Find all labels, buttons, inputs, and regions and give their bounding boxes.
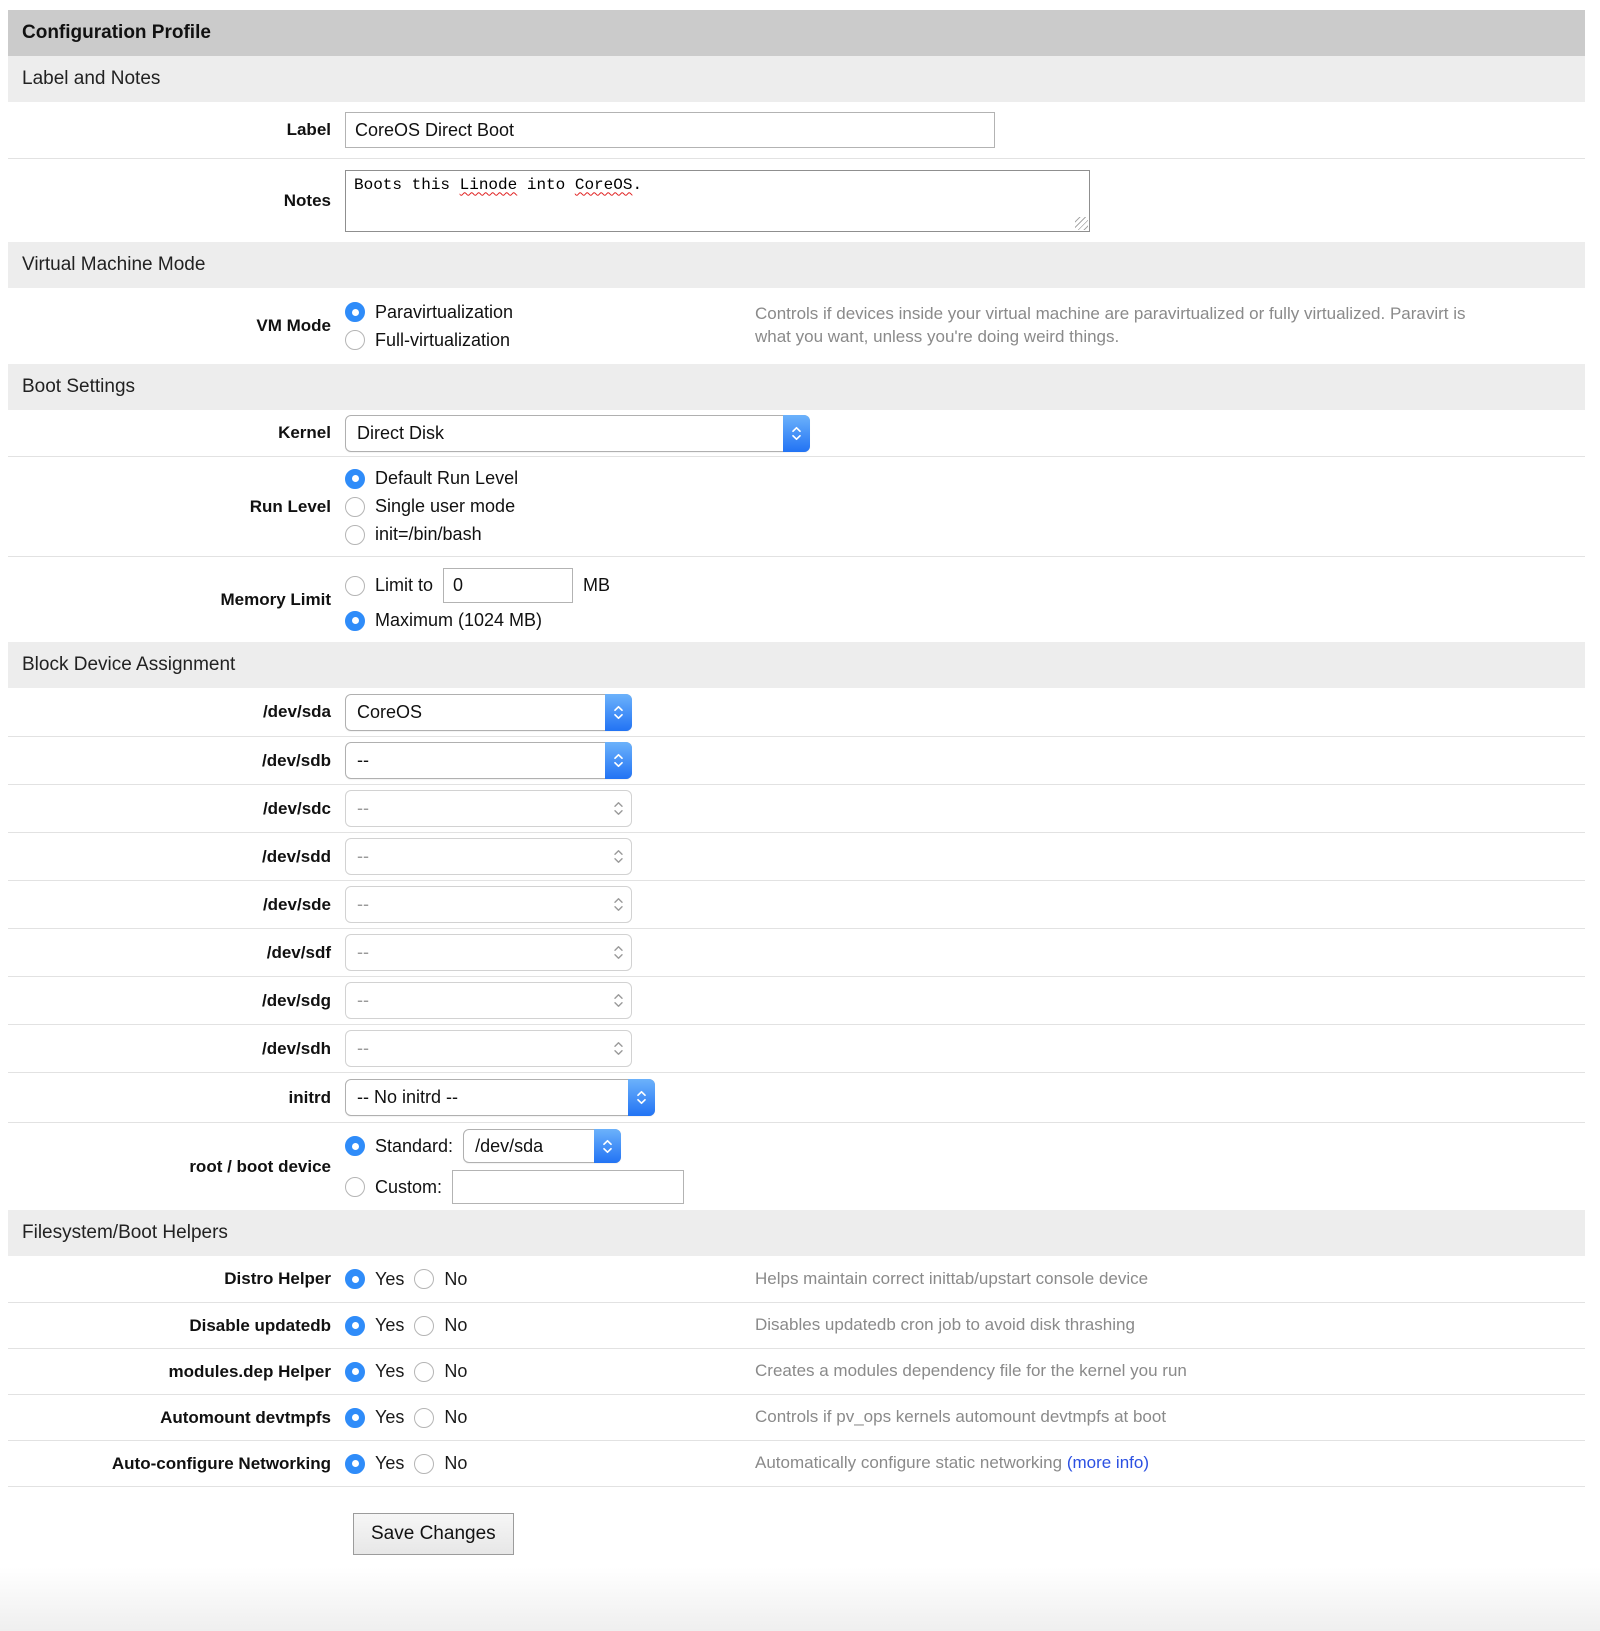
automount-devtmpfs-label: Automount devtmpfs (160, 1407, 331, 1427)
select-chevrons-icon (605, 934, 632, 971)
device-row-sdg (8, 976, 1585, 1024)
radio-modules-dep-yes[interactable] (345, 1362, 365, 1382)
memory-limit-row (8, 556, 1585, 642)
custom-option-label: Custom: (375, 1176, 443, 1197)
radio-default-run-level[interactable] (345, 469, 365, 489)
no-label: No (444, 1407, 468, 1427)
label-input[interactable] (345, 112, 995, 148)
device-row-sda (8, 688, 1585, 736)
resize-grip-icon[interactable] (1075, 217, 1088, 230)
select-chevrons-icon (783, 415, 810, 452)
yes-label: Yes (375, 1268, 405, 1289)
radio-limit-to[interactable] (345, 576, 365, 596)
yes-label: Yes (375, 1315, 405, 1335)
helper-row-networking (8, 1440, 1585, 1486)
dev-sdg-select (345, 982, 632, 1019)
vm-mode-help-text: Controls if devices inside your virtual machine are paravirtualized or fully virtualized. Paravirt is what you want, unless you're doing weird things. (755, 304, 1466, 346)
save-changes-button[interactable]: Save Changes (353, 1513, 514, 1555)
select-chevrons-icon (628, 1079, 655, 1116)
device-row-sdh (8, 1024, 1585, 1072)
no-label: No (444, 1453, 468, 1473)
maximum-memory-option-label: Maximum (1024 MB) (375, 610, 543, 630)
root-boot-device-row (8, 1122, 1585, 1210)
notes-row (8, 158, 1585, 242)
run-level-label: Run Level (249, 496, 331, 516)
auto-configure-networking-label: Auto-configure Networking (111, 1453, 331, 1473)
memory-unit-label: MB (583, 575, 611, 595)
initrd-row (8, 1072, 1585, 1122)
standard-root-device-select[interactable] (463, 1129, 621, 1163)
dev-sdh-select (345, 1030, 632, 1067)
dev-sdc-label: /dev/sdc (262, 798, 331, 818)
select-chevrons-icon (605, 982, 632, 1019)
no-label: No (444, 1268, 468, 1289)
select-chevrons-icon (605, 838, 632, 875)
section-virtual-machine-mode: Virtual Machine Mode (8, 242, 1585, 288)
section-label-and-notes: Label and Notes (8, 56, 1585, 102)
single-user-mode-option-label: Single user mode (375, 496, 516, 516)
distro-helper-help-text: Helps maintain correct inittab/upstart console device (755, 1268, 1149, 1288)
select-chevrons-icon (605, 1030, 632, 1067)
run-level-row (8, 456, 1585, 556)
dev-sde-label: /dev/sde (262, 894, 331, 914)
modules-dep-helper-label: modules.dep Helper (168, 1361, 331, 1381)
vm-mode-row (8, 288, 1585, 364)
dev-sdd-select (345, 838, 632, 875)
radio-disable-updatedb-no[interactable] (414, 1316, 434, 1336)
notes-field-label: Notes (283, 190, 331, 210)
initrd-select[interactable] (345, 1079, 655, 1116)
dev-sda-label: /dev/sda (262, 702, 331, 721)
distro-helper-label: Distro Helper (224, 1269, 331, 1288)
radio-networking-yes[interactable] (345, 1454, 365, 1474)
dev-sdh-select-value: -- (357, 1038, 369, 1058)
yes-label: Yes (375, 1453, 405, 1473)
helper-row-updatedb (8, 1302, 1585, 1348)
select-chevrons-icon (605, 694, 632, 731)
radio-automount-no[interactable] (414, 1408, 434, 1428)
device-row-sdb (8, 736, 1585, 784)
radio-init-bin-bash[interactable] (345, 525, 365, 545)
label-field-label: Label (286, 120, 331, 139)
dev-sdb-label: /dev/sdb (262, 750, 331, 770)
dev-sdc-select-value: -- (357, 798, 369, 818)
vm-mode-label: VM Mode (256, 316, 331, 335)
modules-dep-help-text: Creates a modules dependency file for the kernel you run (755, 1361, 1187, 1381)
select-chevrons-icon (605, 742, 632, 779)
paravirtualization-option-label: Paravirtualization (375, 301, 514, 322)
dev-sdf-label: /dev/sdf (266, 942, 331, 962)
radio-distro-helper-no[interactable] (414, 1269, 434, 1289)
footer-band (0, 1567, 1600, 1631)
radio-full-virtualization[interactable] (345, 330, 365, 350)
radio-networking-no[interactable] (414, 1454, 434, 1474)
dev-sdc-select (345, 790, 632, 827)
more-info-link[interactable]: (more info) (1066, 1453, 1149, 1473)
radio-distro-helper-yes[interactable] (345, 1269, 365, 1289)
dev-sdg-select-value: -- (357, 990, 369, 1010)
device-row-sdd (8, 832, 1585, 880)
page-title: Configuration Profile (8, 10, 1585, 56)
dev-sdb-select[interactable] (345, 742, 632, 779)
radio-paravirtualization[interactable] (345, 302, 365, 322)
kernel-select-value: Direct Disk (357, 422, 445, 443)
section-boot-settings: Boot Settings (8, 364, 1585, 410)
radio-disable-updatedb-yes[interactable] (345, 1316, 365, 1336)
radio-modules-dep-no[interactable] (414, 1362, 434, 1382)
notes-textarea[interactable] (345, 170, 1090, 232)
kernel-select[interactable] (345, 415, 810, 452)
yes-label: Yes (375, 1407, 405, 1427)
standard-root-device-value: /dev/sda (475, 1135, 544, 1156)
initrd-select-value: -- No initrd -- (357, 1087, 459, 1107)
select-chevrons-icon (605, 790, 632, 827)
radio-standard-root-device[interactable] (345, 1136, 365, 1156)
init-bin-bash-option-label: init=/bin/bash (375, 524, 482, 544)
save-row (8, 1487, 1585, 1567)
dev-sdd-select-value: -- (357, 846, 369, 866)
dev-sdd-label: /dev/sdd (262, 846, 331, 866)
dev-sdf-select-value: -- (357, 942, 369, 962)
standard-option-label: Standard: (375, 1135, 454, 1156)
dev-sdg-label: /dev/sdg (262, 990, 331, 1010)
limit-to-option-label: Limit to (375, 575, 434, 595)
dev-sdf-select (345, 934, 632, 971)
yes-label: Yes (375, 1361, 405, 1381)
no-label: No (444, 1315, 468, 1335)
root-boot-device-label: root / boot device (189, 1156, 331, 1176)
section-filesystem-boot-helpers: Filesystem/Boot Helpers (8, 1210, 1585, 1256)
device-row-sde (8, 880, 1585, 928)
select-chevrons-icon (605, 886, 632, 923)
label-row (8, 102, 1585, 158)
automount-help-text: Controls if pv_ops kernels automount devtmpfs at boot (755, 1407, 1167, 1427)
kernel-row (8, 410, 1585, 456)
dev-sda-select[interactable] (345, 694, 632, 731)
full-virtualization-option-label: Full-virtualization (375, 329, 511, 350)
disable-updatedb-help-text: Disables updatedb cron job to avoid disk thrashing (755, 1315, 1135, 1335)
dev-sdh-label: /dev/sdh (262, 1038, 331, 1058)
dev-sdb-select-value: -- (357, 750, 369, 770)
dev-sde-select-value: -- (357, 894, 369, 914)
section-block-device-assignment: Block Device Assignment (8, 642, 1585, 688)
networking-help-text: Automatically configure static networking (more info) (755, 1453, 1149, 1473)
device-row-sdf (8, 928, 1585, 976)
default-run-level-option-label: Default Run Level (375, 468, 519, 488)
radio-custom-root-device[interactable] (345, 1177, 365, 1197)
helper-row-automount (8, 1394, 1585, 1440)
custom-root-device-input[interactable] (452, 1170, 684, 1204)
dev-sda-select-value: CoreOS (357, 701, 423, 722)
no-label: No (444, 1361, 468, 1381)
select-chevrons-icon (594, 1129, 621, 1163)
radio-automount-yes[interactable] (345, 1408, 365, 1428)
helper-row-modules-dep (8, 1348, 1585, 1394)
radio-single-user-mode[interactable] (345, 497, 365, 517)
dev-sde-select (345, 886, 632, 923)
initrd-label: initrd (288, 1087, 331, 1107)
radio-maximum-memory[interactable] (345, 611, 365, 631)
memory-limit-input[interactable] (443, 568, 573, 603)
disable-updatedb-label: Disable updatedb (189, 1315, 331, 1335)
device-row-sdc (8, 784, 1585, 832)
notes-text: Boots this Linode into CoreOS. (354, 175, 643, 194)
helper-row-distro (8, 1256, 1585, 1302)
kernel-label: Kernel (278, 423, 331, 442)
memory-limit-label: Memory Limit (220, 589, 331, 609)
